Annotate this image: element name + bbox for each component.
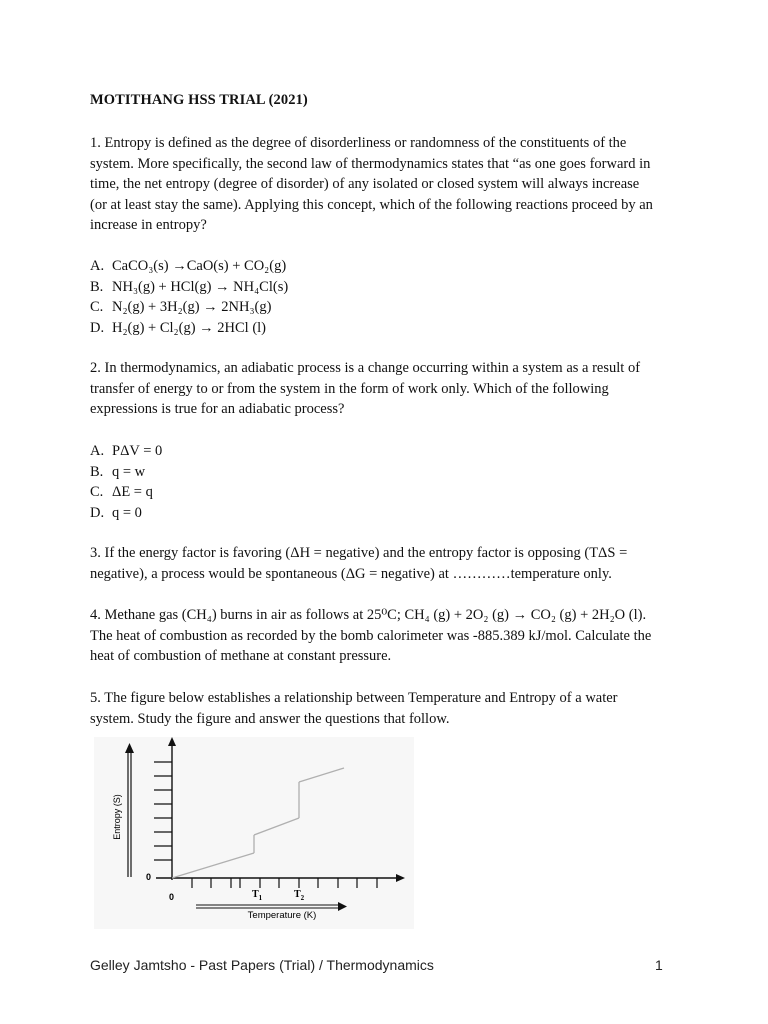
figure-background — [94, 737, 414, 929]
option-letter: D. — [90, 319, 105, 336]
question-5-line: 5. The figure below establishes a relationship between Temperature and Entropy of a water — [90, 690, 618, 706]
question-2-text — [90, 358, 690, 420]
footer-page-number: 1 — [655, 957, 663, 973]
entropy-temperature-figure — [94, 737, 414, 929]
question-2-line: expressions is true for an adiabatic process? — [90, 401, 345, 418]
question-4-line: 4. Methane gas (CH₄) burns in air as follows at 25⁰C; CH₄ (g) + 2O₂ (g) → CO₂ (g) + 2H₂O (l). — [90, 607, 647, 623]
question-3-text — [90, 543, 690, 584]
question-2-line: transfer of energy to or from the system in the form of work only. Which of the following — [90, 380, 609, 397]
t2-label: $T_2$ — [294, 889, 305, 902]
option-text: H₂(g) + Cl₂(g) → 2HCl (l) — [112, 319, 267, 336]
x-origin-label: 0 — [169, 892, 175, 902]
question-1-line: system. More specifically, the second law of thermodynamics states that “as one goes forward in — [90, 155, 651, 172]
option-letter: B. — [90, 278, 104, 295]
question-1-option-c — [90, 297, 690, 318]
option-text: N₂(g) + 3H₂(g) → 2NH₃(g) — [112, 299, 272, 316]
question-2-line: 2. In thermodynamics, an adiabatic process is a change occurring within a system as a result of — [90, 360, 641, 376]
option-letter: B. — [90, 463, 104, 480]
option-text: ΔE = q — [112, 484, 153, 501]
question-1-option-d — [90, 318, 690, 339]
question-2-option-c — [90, 482, 690, 503]
question-1-options — [90, 256, 690, 338]
question-1-line: 1. Entropy is defined as the degree of disorderliness or randomness of the constituents of the — [90, 135, 627, 151]
option-text: q = w — [112, 463, 146, 480]
question-5-line: system. Study the figure and answer the questions that follow. — [90, 710, 450, 727]
question-1-option-b — [90, 277, 690, 298]
question-1-option-a — [90, 256, 690, 277]
option-text: NH₃(g) + HCl(g) → NH₄Cl(s) — [112, 278, 289, 295]
question-4-text — [90, 605, 690, 667]
question-5-text — [90, 688, 690, 729]
question-4-line: heat of combustion of methane at constant pressure. — [90, 648, 392, 665]
option-text: CaCO₃(s) →CaO(s) + CO₂(g) — [112, 258, 287, 274]
option-letter: A. — [90, 258, 105, 274]
y-origin-label: 0 — [146, 872, 152, 882]
question-1-line: increase in entropy? — [90, 217, 207, 234]
question-1-line: (or at least stay the same). Applying this concept, which of the following reactions proceed by an — [90, 196, 653, 213]
t1-label: $T_1$ — [252, 889, 263, 902]
question-2-option-d — [90, 503, 690, 524]
footer-source: Gelley Jamtsho - Past Papers (Trial) / Thermodynamics — [90, 957, 434, 973]
option-letter: C. — [90, 299, 104, 316]
question-4-line: The heat of combustion as recorded by the bomb calorimeter was -885.389 kJ/mol. Calculate the — [90, 627, 652, 644]
y-axis-label: Entropy (S) — [112, 794, 122, 840]
option-letter: C. — [90, 484, 104, 501]
question-2-option-b — [90, 462, 690, 483]
option-text: PΔV = 0 — [112, 443, 163, 459]
option-letter: A. — [90, 443, 105, 459]
question-3-line: 3. If the energy factor is favoring (ΔH = negative) and the entropy factor is opposing (TΔS = — [90, 545, 628, 561]
option-text: q = 0 — [112, 504, 142, 521]
question-3-line: negative), a process would be spontaneous (ΔG = negative) at …………temperature only. — [90, 565, 612, 582]
option-letter: D. — [90, 504, 105, 521]
x-axis-label: Temperature (K) — [247, 910, 317, 921]
question-2-options — [90, 441, 690, 523]
paper-title: MOTITHANG HSS TRIAL (2021) — [90, 92, 308, 108]
question-1-line: time, the net entropy (degree of disorder) of any isolated or closed system will always increase — [90, 176, 640, 193]
question-1-text — [90, 133, 690, 236]
question-2-option-a — [90, 441, 690, 462]
